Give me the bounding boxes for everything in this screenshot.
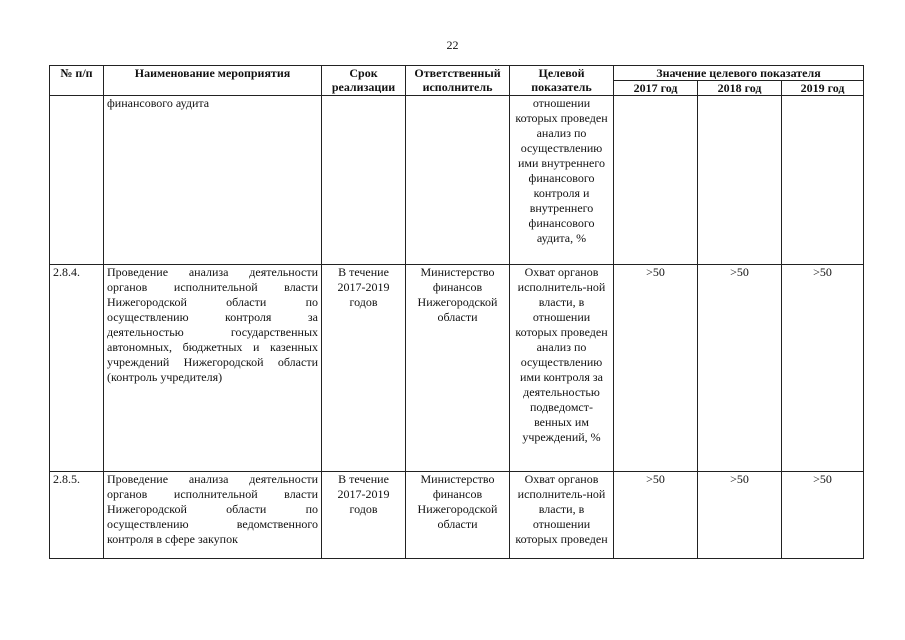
cell-responsible: Министерство финансов Нижегородской области	[406, 265, 510, 472]
table-row	[50, 96, 864, 265]
header-year-2017: 2017 год	[614, 81, 698, 96]
cell-term: В течение 2017-2019 годов	[322, 472, 406, 559]
cell-responsible: Министерство финансов Нижегородской области	[406, 472, 510, 559]
cell-num: 2.8.5.	[50, 472, 104, 559]
cell-value-2019: >50	[782, 265, 864, 472]
cell-value-2018: >50	[698, 265, 782, 472]
cell-target: Охват органов исполнитель-ной власти, в отношении которых проведен анализ по осуществлению ими контроля за деятельностью подведомст-венных им учреждений, %	[510, 265, 614, 472]
page-number: 22	[446, 38, 459, 52]
header-target-value: Значение целевого показателя	[614, 66, 864, 81]
table-row	[50, 265, 864, 472]
cell-value-2019: >50	[782, 472, 864, 559]
cell-value-2019	[782, 96, 864, 265]
cell-name: Проведение анализа деятельности органов исполнительной власти Нижегородской области по осуществлению контроля за деятельностью государственных автономных, бюджетных и казенных учреждений Нижегородской области (контроль учредителя)	[104, 265, 322, 472]
cell-num	[50, 96, 104, 265]
cell-responsible	[406, 96, 510, 265]
cell-value-2018: >50	[698, 472, 782, 559]
cell-value-2018	[698, 96, 782, 265]
header-num: № п/п	[50, 66, 104, 96]
header-responsible: Ответственный исполнитель	[406, 66, 510, 96]
cell-term: В течение 2017-2019 годов	[322, 265, 406, 472]
cell-target: отношении которых проведен анализ по осуществлению ими внутреннего финансового контроля и внутреннего финансового аудита, %	[510, 96, 614, 265]
cell-value-2017: >50	[614, 472, 698, 559]
cell-term	[322, 96, 406, 265]
header-target: Целевой показатель	[510, 66, 614, 96]
measures-table	[49, 65, 864, 559]
header-year-2018: 2018 год	[698, 81, 782, 96]
cell-value-2017: >50	[614, 265, 698, 472]
cell-num: 2.8.4.	[50, 265, 104, 472]
header-name: Наименование мероприятия	[104, 66, 322, 96]
cell-name: Проведение анализа деятельности органов исполнительной власти Нижегородской области по осуществлению ведомственного контроля в сфере закупок	[104, 472, 322, 559]
header-term: Срок реализации	[322, 66, 406, 96]
cell-name: финансового аудита	[104, 96, 322, 265]
cell-target: Охват органов исполнитель-ной власти, в отношении которых проведен	[510, 472, 614, 559]
table-row	[50, 472, 864, 559]
cell-value-2017	[614, 96, 698, 265]
table-header-row	[50, 66, 864, 81]
header-year-2019: 2019 год	[782, 81, 864, 96]
